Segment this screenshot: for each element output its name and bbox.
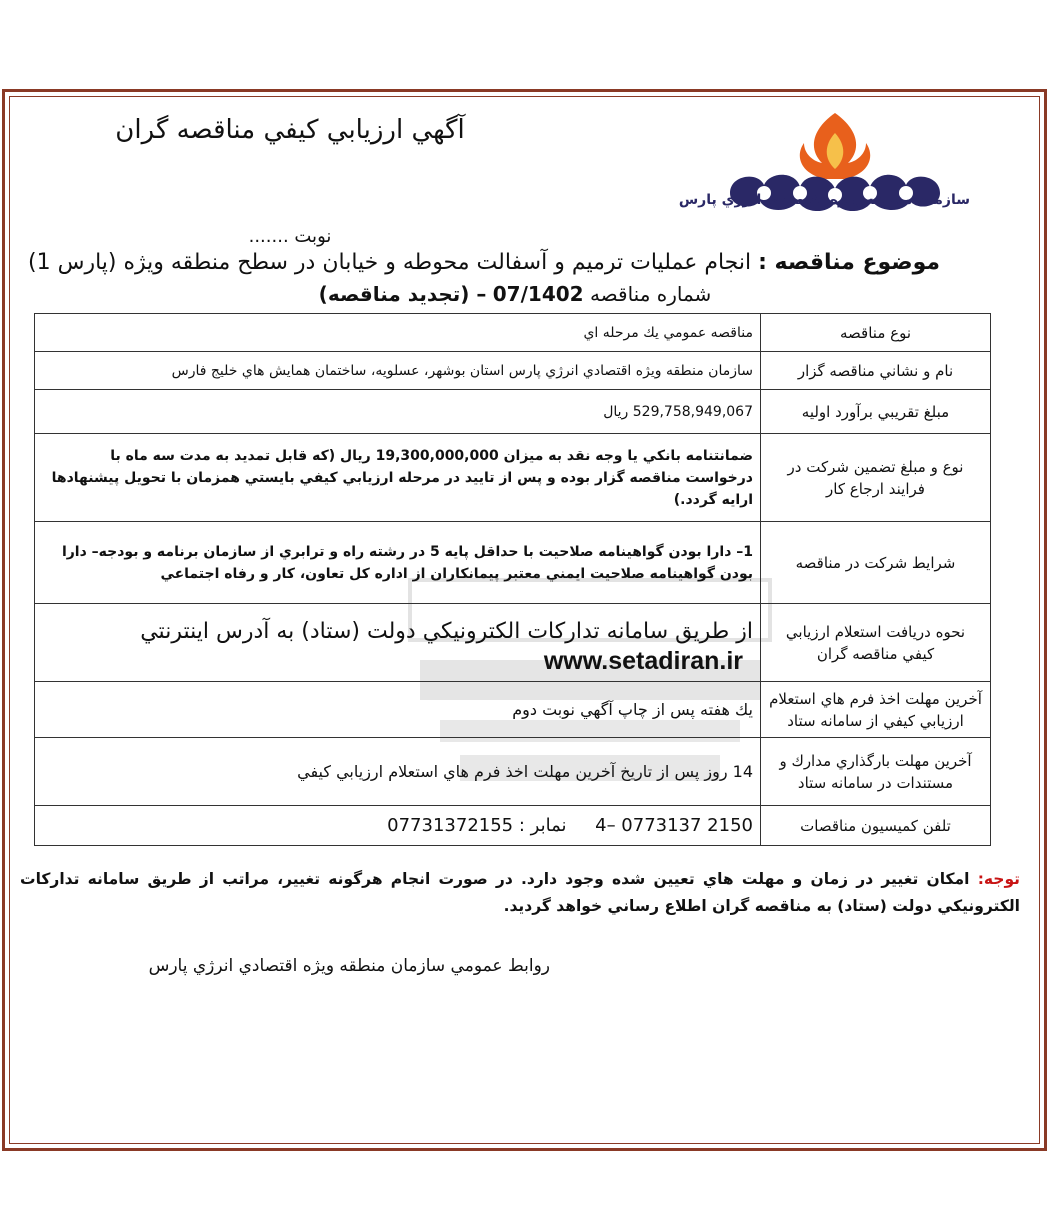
conditions-text: 1– دارا بودن گواهينامه صلاحيت با حداقل پايه 5 در رشته راه و ترابري از سازمان برنامه و بودجه– دارا بودن گواهينامه صلاحيت ايمني معتبر پيمانكاران از اداره كل تعاون، كار و رفاه اجتماعي <box>35 522 761 604</box>
tender-number-suffix: – (تجديد مناقصه) <box>318 282 487 306</box>
table-row <box>35 738 991 806</box>
setad-url-link[interactable]: www.setadiran.ir <box>543 646 743 675</box>
fax-number: 07731372155 <box>387 814 514 836</box>
subject-text: انجام عمليات ترميم و آسفالت محوطه و خيابان در سطح منطقه ويژه (پارس 1) <box>28 250 752 275</box>
row-label: نحوه دريافت استعلام ارزيابي كيفي مناقصه گران <box>761 604 991 682</box>
row-value: سازمان منطقه ويژه اقتصادي انرژي پارس استان بوشهر، عسلويه، ساختمان همايش هاي خليج فارس <box>35 352 761 390</box>
tender-subject <box>28 250 940 275</box>
round-number: نوبت ....... <box>248 226 332 247</box>
row-value: يك هفته پس از چاپ آگهي نوبت دوم <box>35 682 761 738</box>
table-row <box>35 806 991 846</box>
public-relations-signature: روابط عمومي سازمان منطقه ويژه اقتصادي انرژي پارس <box>148 956 550 976</box>
row-label: تلفن كميسيون مناقصات <box>761 806 991 846</box>
row-label: نوع و مبلغ تضمين شركت در فرايند ارجاع كار <box>761 434 991 522</box>
fax-label: نمابر : <box>518 814 567 836</box>
table-row <box>35 352 991 390</box>
guarantee-text: ضمانتنامه بانكي يا وجه نقد به ميزان 19,300,000,000 ريال (كه قابل تمديد به مدت سه ماه با درخواست مناقصه گزار بوده و پس از تاييد در مرحله ارزيابي كيفي بايستي همزمان با تحويل پيشنهادها ارايه گردد.) <box>35 434 761 522</box>
tender-number-label: شماره مناقصه <box>589 282 712 306</box>
inquiry-text: از طريق سامانه تداركات الكترونيكي دولت (ستاد) به آدرس اينترنتي <box>140 618 753 644</box>
row-label: شرايط شركت در مناقصه <box>761 522 991 604</box>
note-text: امكان تغيير در زمان و مهلت هاي تعيين شده وجود دارد. در صورت انجام هرگونه تغيير، مراتب از طريق سامانه تداركات الكترونيكي دولت (ستاد) به مناقصه گران اطلاع رساني خواهد گرديد. <box>20 870 1020 915</box>
inquiry-method <box>35 604 761 682</box>
row-label: مبلغ تقريبي برآورد اوليه <box>761 390 991 434</box>
table-row <box>35 604 991 682</box>
contact-numbers <box>35 806 761 846</box>
table-row <box>35 682 991 738</box>
table-row <box>35 522 991 604</box>
row-value: 14 روز پس از تاريخ آخرين مهلت اخذ فرم هاي استعلام ارزيابي كيفي <box>35 738 761 806</box>
phone-number: 4– 0773137 2150 <box>595 814 753 836</box>
note-label: توجه: <box>977 870 1020 888</box>
row-label: آخرين مهلت اخذ فرم هاي استعلام ارزيابي كيفي از سامانه ستاد <box>761 682 991 738</box>
notice-paragraph <box>20 866 1020 920</box>
estimated-amount: 529,758,949,067 ريال <box>35 390 761 434</box>
table-row <box>35 314 991 352</box>
row-value: مناقصه عمومي يك مرحله اي <box>35 314 761 352</box>
tender-number <box>300 282 730 306</box>
row-label: نوع مناقصه <box>761 314 991 352</box>
table-row <box>35 390 991 434</box>
table-row <box>35 434 991 522</box>
organization-caption: سازمان منطقه ويژه اقتصادي انرژي پارس <box>678 192 970 208</box>
row-label: آخرين مهلت بارگذاري مدارك و مستندات در سامانه ستاد <box>761 738 991 806</box>
tender-number-value: 07/1402 <box>492 282 584 306</box>
tender-details-table <box>34 313 991 846</box>
row-label: نام و نشاني مناقصه گزار <box>761 352 991 390</box>
subject-label: موضوع مناقصه : <box>758 250 940 275</box>
page-title: آگهي ارزيابي كيفي مناقصه گران <box>115 115 465 145</box>
